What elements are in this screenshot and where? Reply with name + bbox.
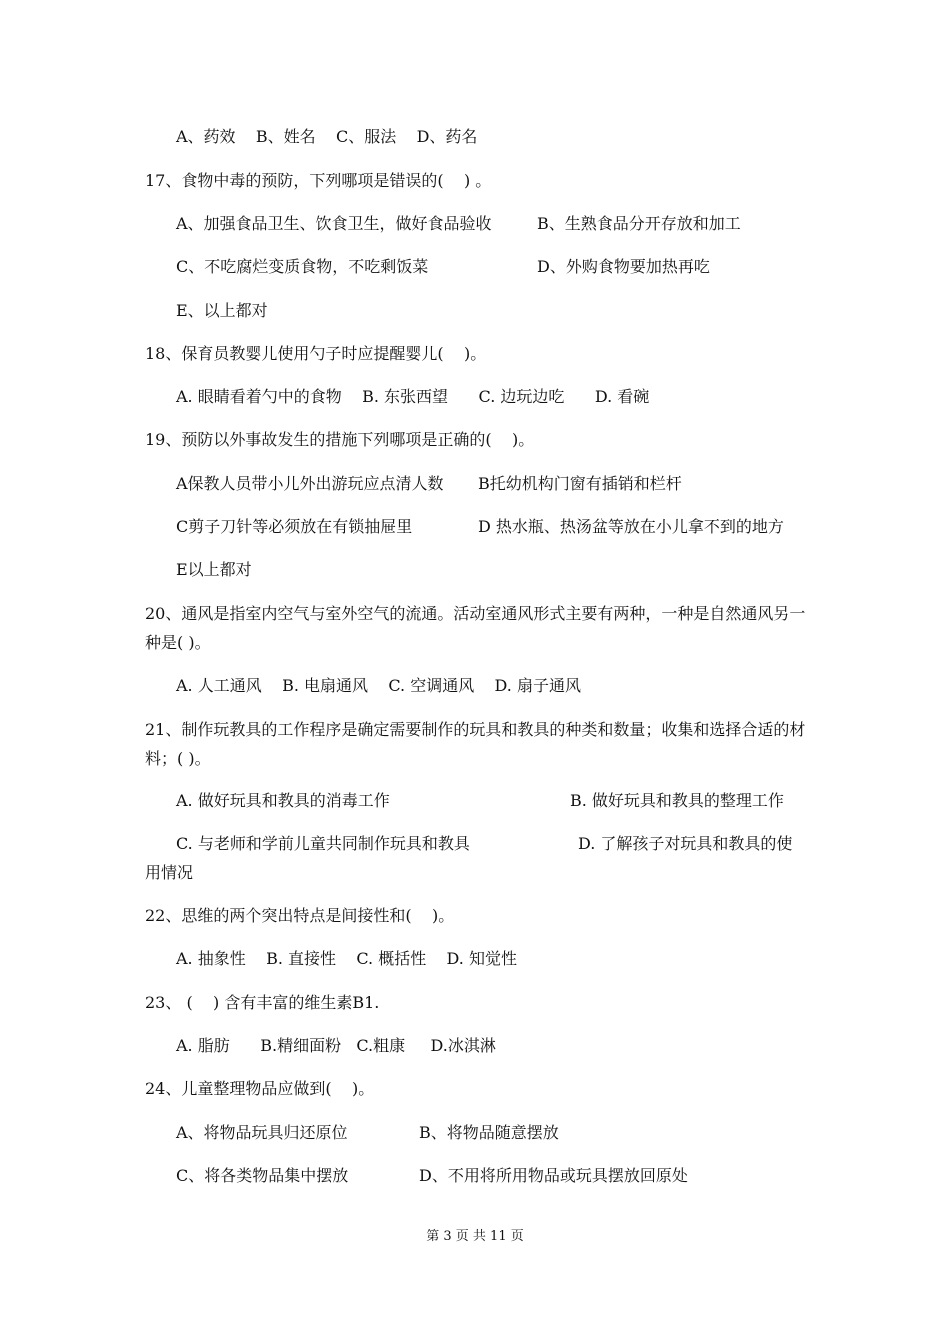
q23-options: A. 脂肪 B.精细面粉 C.粗康 D.冰淇淋 <box>176 1036 496 1055</box>
q17-option-a: A、加强食品卫生、饮食卫生，做好食品验收 <box>176 214 492 233</box>
q24-option-b: B、将物品随意摆放 <box>419 1123 559 1142</box>
q18-options: A. 眼睛看着勺中的食物 B. 东张西望 C. 边玩边吃 D. 看碗 <box>176 387 650 406</box>
q22-stem: 22、思维的两个突出特点是间接性和( )。 <box>145 906 455 925</box>
q21-option-d-continued: 用情况 <box>145 863 194 882</box>
q22-options: A. 抽象性 B. 直接性 C. 概括性 D. 知觉性 <box>176 949 517 968</box>
q19-option-b: B托幼机构门窗有插销和栏杆 <box>478 474 682 493</box>
q21-option-b: B. 做好玩具和教具的整理工作 <box>570 791 784 810</box>
q17-option-e: E、以上都对 <box>176 301 268 320</box>
q20-options: A. 人工通风 B. 电扇通风 C. 空调通风 D. 扇子通风 <box>176 676 581 695</box>
q21-option-c: C. 与老师和学前儿童共同制作玩具和教具 <box>176 834 470 853</box>
q21-option-a: A. 做好玩具和教具的消毒工作 <box>176 791 390 810</box>
q19-option-c: C剪子刀针等必须放在有锁抽屉里 <box>176 517 413 536</box>
q19-option-d: D 热水瓶、热汤盆等放在小儿拿不到的地方 <box>478 517 784 536</box>
page-footer: 第 3 页 共 11 页 <box>426 1229 524 1244</box>
q19-option-e: E以上都对 <box>176 560 252 579</box>
q24-option-c: C、将各类物品集中摆放 <box>176 1166 349 1185</box>
q18-stem: 18、保育员教婴儿使用勺子时应提醒婴儿( )。 <box>145 344 487 363</box>
q24-option-a: A、将物品玩具归还原位 <box>176 1123 348 1142</box>
q19-stem: 19、预防以外事故发生的措施下列哪项是正确的( )。 <box>145 430 535 449</box>
q20-stem: 20、通风是指室内空气与室外空气的流通。活动室通风形式主要有两种，一种是自然通风另一种是( )。 <box>145 604 806 652</box>
q17-option-c: C、不吃腐烂变质食物，不吃剩饭菜 <box>176 257 429 276</box>
q17-option-b: B、生熟食品分开存放和加工 <box>537 214 741 233</box>
q23-stem: 23、 ( ) 含有丰富的维生素B1. <box>145 993 380 1012</box>
q21-option-d: D. 了解孩子对玩具和教具的使 <box>578 834 793 853</box>
q19-option-a: A保教人员带小儿外出游玩应点清人数 <box>176 474 444 493</box>
q16-options: A、药效 B、姓名 C、服法 D、药名 <box>176 127 478 146</box>
q21-stem: 21、制作玩教具的工作程序是确定需要制作的玩具和教具的种类和数量；收集和选择合适的材料；( )。 <box>145 720 806 768</box>
q17-option-d: D、外购食物要加热再吃 <box>537 257 710 276</box>
q24-option-d: D、不用将所用物品或玩具摆放回原处 <box>419 1166 688 1185</box>
q17-stem: 17、食物中毒的预防，下列哪项是错误的( ) 。 <box>145 171 492 190</box>
q24-stem: 24、儿童整理物品应做到( )。 <box>145 1079 375 1098</box>
